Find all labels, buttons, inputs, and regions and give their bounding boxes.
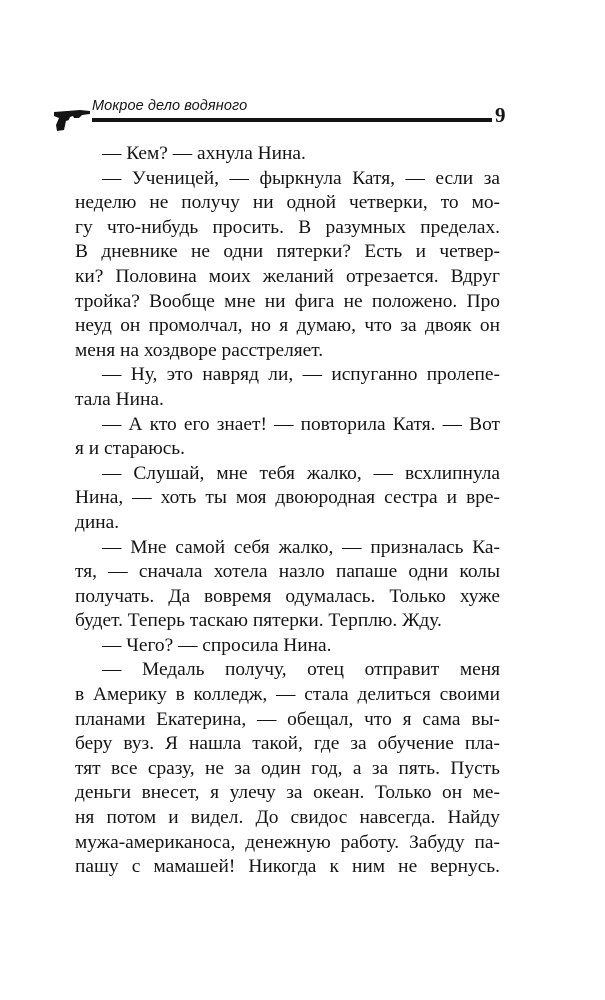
text-line: тят все сразу, не за один год, а за пять. Пусть [75,757,500,779]
text-line: — Медаль получу, отец отправит меня [102,659,500,681]
running-header [52,92,512,132]
book-title: Мокрое дело водяного [92,98,248,114]
text-line: неуд он промолчал, но я думаю, что за двояк он [75,315,500,337]
text-line: гу что-нибудь просить. В разумных пределах. [75,216,500,238]
text-line: ня потом и видел. До свидос навсегда. Найду [75,807,500,829]
text-line: — Ну, это навряд ли, — испуганно пролепе- [102,364,500,386]
text-line: ки? Половина моих желаний отрезается. Вдруг [75,265,500,287]
text-line: — Ученицей, — фыркнула Катя, — если за [102,167,500,189]
text-line: неделю не получу ни одной четверки, то мо- [75,192,500,214]
header-rule [92,118,492,122]
text-line: — Кем? — ахнула Нина. [102,143,306,164]
page-number: 9 [495,103,506,127]
text-line: планами Екатерина, — обещал, что я сама вы- [75,708,500,730]
text-line: будет. Теперь таскаю пятерки. Терплю. Жду. [75,610,442,632]
text-line: беру вуз. Я нашла такой, где за обучение пла- [75,733,500,755]
text-line: В дневнике не одни пятерки? Есть и четвер- [75,241,500,263]
text-line: дина. [75,511,120,533]
text-line: Нина, — хоть ты моя двоюродная сестра и вре- [75,487,500,509]
text-line: я и стараюсь. [75,438,186,460]
text-line: меня на хоздворе расстреляет. [75,339,324,361]
text-line: тройка? Вообще мне ни фига не положено. Про [75,290,500,312]
text-line: в Америку в колледж, — стала делиться своими [75,684,500,706]
text-line: — А кто его знает! — повторила Катя. — Вот [102,413,500,435]
text-line: тя, — сначала хотела назло папаше одни колы [75,561,500,583]
text-line: деньги внесет, я улечу за океан. Только он ме- [75,782,500,804]
revolver-icon [52,107,92,133]
body-text [75,142,500,880]
text-line: — Мне самой себя жалко, — призналась Ка- [102,536,500,558]
text-line: — Слушай, мне тебя жалко, — всхлипнула [102,462,500,484]
text-line: получать. Да вовремя одумалась. Только хуже [75,585,500,607]
text-line: мужа-американоса, денежную работу. Забуду па- [75,831,500,853]
text-line: — Чего? — спросила Нина. [102,634,332,656]
text-line: пашу с мамашей! Никогда к ним не вернусь. [75,856,500,878]
text-line: тала Нина. [75,388,164,410]
